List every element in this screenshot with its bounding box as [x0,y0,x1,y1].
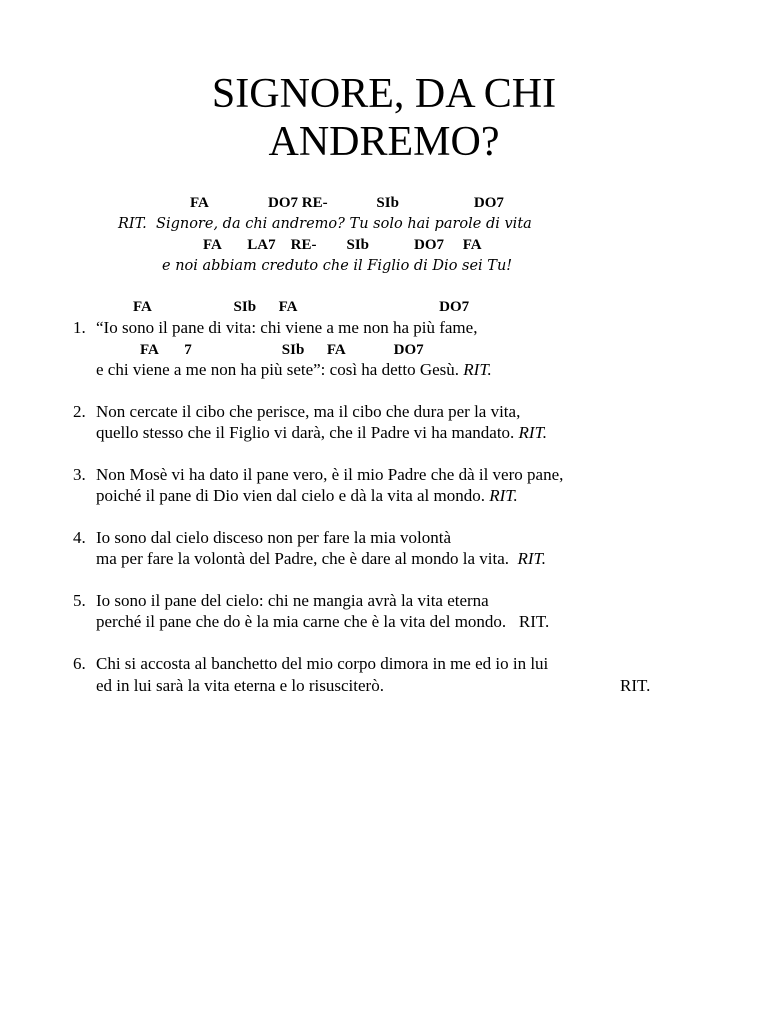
verse-4-line-2 [96,549,546,569]
verse-number: 6. [73,654,86,673]
verse-3-line-1: Non Mosè vi ha dato il pane vero, è il mio Padre che dà il vero pane, [96,465,564,484]
verse-3-rit: RIT. [489,486,518,505]
verse-6-line-1: Chi si accosta al banchetto del mio corpo dimora in me ed io in lui [96,654,549,673]
verse-2-line-2-text: quello stesso che il Figlio vi darà, che il Padre vi ha mandato. [96,423,515,442]
refrain-chords-1: FA DO7 RE- SIb DO7 [190,195,504,211]
page-title [0,70,768,166]
verse-1-chords-1: FA SIb FA DO7 [133,299,470,315]
verse-1-chords-2: FA 7 SIb FA DO7 [140,342,424,358]
verse-number: 2. [73,402,86,421]
verse-2-line-1: Non cercate il cibo che perisce, ma il cibo che dura per la vita, [96,402,521,421]
verse-4-line-1: Io sono dal cielo disceso non per fare la mia volontà [96,528,451,547]
verse-1-line-2-text: e chi viene a me non ha più sete”: così ha detto Gesù. [96,360,460,379]
verse-5-line-2 [96,612,549,632]
verse-5-rit: RIT. [518,612,550,631]
verse-6-line-2: ed in lui sarà la vita eterna e lo risusciterò. [96,676,384,695]
verse-3-line-2-text: poiché il pane di Dio vien dal cielo e dà la vita al mondo. [96,486,485,505]
verse-3-line-2 [96,486,518,506]
verse-number: 3. [73,465,86,484]
verse-1-line-2 [96,360,492,380]
verse-1-rit: RIT. [463,360,492,379]
verse-6-rit: RIT. [620,676,651,695]
verse-4-line-2-text: ma per fare la volontà del Padre, che è dare al mondo la vita. [96,549,510,568]
verse-2-line-2 [96,423,547,443]
verse-number: 5. [73,591,86,610]
refrain-line-1: RIT. Signore, da chi andremo? Tu solo hai parole di vita [118,216,532,232]
title-line-1: SIGNORE, DA CHI [211,71,557,117]
verse-number: 4. [73,528,86,547]
verse-1-line-1: “Io sono il pane di vita: chi viene a me non ha più fame, [96,318,478,337]
verse-5-line-1: Io sono il pane del cielo: chi ne mangia avrà la vita eterna [96,591,489,610]
title-line-2: ANDREMO? [268,119,500,165]
verse-2-rit: RIT. [518,423,548,442]
verse-number: 1. [73,318,86,337]
verse-4-rit: RIT. [517,549,547,568]
verse-5-line-2-text: perché il pane che do è la mia carne che è la vita del mondo. [96,612,507,631]
refrain-line-2: e noi abbiam creduto che il Figlio di Dio sei Tu! [162,258,513,274]
refrain-chords-2: FA LA7 RE- SIb DO7 FA [203,237,482,253]
